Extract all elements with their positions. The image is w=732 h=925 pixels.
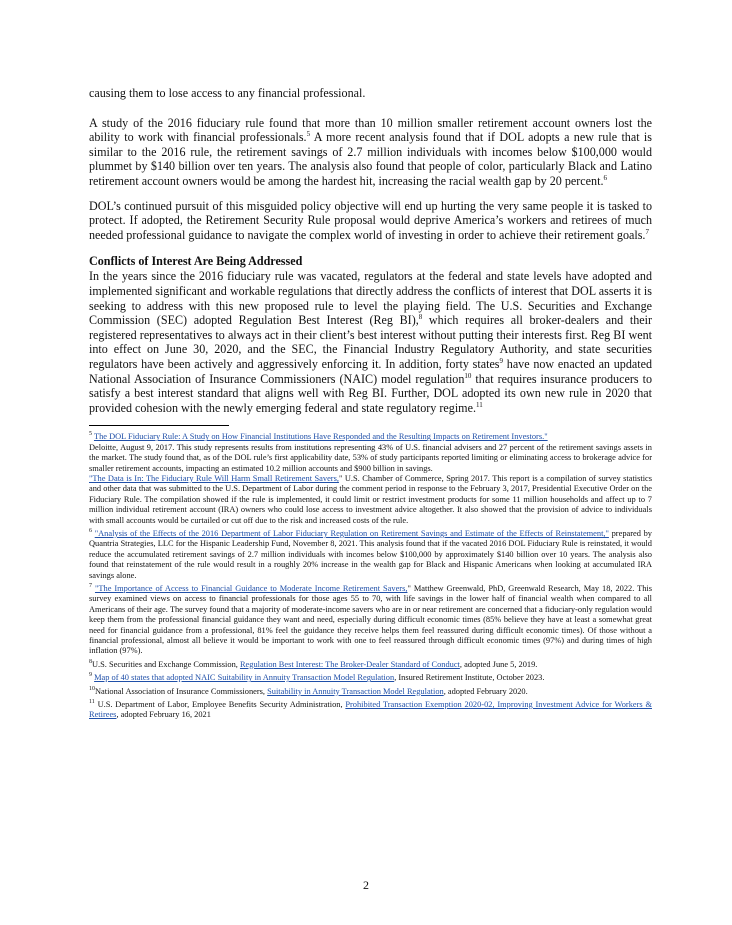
footnote-5-link-2[interactable]: "The Data is In: The Fiduciary Rule Will Harm Small Retirement Savers,: [89, 473, 339, 483]
footnote-8-link[interactable]: Regulation Best Interest: The Broker-Dealer Standard of Conduct: [239, 659, 460, 669]
footnote-ref-5[interactable]: 5: [306, 130, 311, 139]
paragraph-conflicts: In the years since the 2016 fiduciary rule was vacated, regulators at the federal and state levels have adopted and implemented significant and workable regulations that directly address the conflicts of interest that DOL asserts it is seeking to address with this new proposed rule to level the playing field. The U.S. Securities and Exchange Commission (SEC) adopted Regulation Best Interest (Reg BI),$^8$ which requires all broker-dealers and their registered representatives to always act in their client’s best interest without putting their interests first. Reg BI went into effect on June 30, 2020, and the SEC, the Financial Industry Regulatory Authority, and state securities regulators have been actively and aggressively enforcing it. In addition, forty states$^9$ have now enacted an updated National Association of Insurance Commissioners (NAIC) model regulation$^{10}$ that requires insurance producers to satisfy a best interest standard that aligns well with Reg BI. Further, DOL adopted its own new rule in 2020 that provided cohesion with the newly emerging federal and state regulatory regime.$^{11}$: [89, 269, 653, 415]
footnote-ref-9[interactable]: 9: [499, 356, 504, 365]
paragraph-continuation: causing them to lose access to any financial professional.: [89, 86, 366, 100]
footnote-7: $^7$ "The Importance of Access to Financial Guidance to Moderate Income Retirement Savers," Matthew Greenwald, PhD, Greenwald Research, May 18, 2022. This survey examined views on access to financial professionals for those ages 55 to 70, with life savings in the lower half of financial wealth when compared to all Americans of their age. The survey found that a majority of moderate-income savers who are in or near retirement are concerned that a fiduciary-only regulation would keep them from the professional financial guidance they want and need, especially during difficult economic times (85% believe they have at least a somewhat great need for financial guidance from a professional, 81% feel the guidance they receive helps them feel reassured during difficult economic times). Of those without a financial professional, almost all believe it would be important to work with one to feel reassured through difficult economic times (97%) and during times of high inflation (97%).: [89, 583, 653, 656]
footnote-5-link[interactable]: The DOL Fiduciary Rule: A Study on How Financial Institutions Have Responded and the Resulting Impacts on Retirement Investors.": [93, 432, 548, 442]
section-heading: Conflicts of Interest Are Being Addressed: [89, 254, 303, 269]
footnote-separator: [89, 425, 229, 426]
footnote-ref-8[interactable]: 8: [418, 313, 423, 322]
footnote-10-link[interactable]: Suitability in Annuity Transaction Model Regulation: [267, 686, 444, 696]
footnote-6: $^6$ "Analysis of the Effects of the 2016 Department of Labor Fiduciary Regulation on Retirement Savings and Estimate of the Effects of Reinstatement," prepared by Quantria Strategies, LLC for the Hispanic Leadership Fund, November 8, 2021. This analysis found that if the vacated 2016 DOL Fiduciary Rule is reinstated, it would reduce the accumulated retirement savings of 2.7 million individuals with incomes below $100,000 by approximately $140 billion over 10 years. The analysis also found that reinstatement of the rule would result in a roughly 20% increase in the wealth gap for Black and Hispanic Americans when looking at accumulated IRA savings alone.: [89, 528, 652, 580]
footnotes: [89, 432, 652, 721]
page-number: 2: [363, 878, 369, 892]
paragraph-dol-pursuit: DOL’s continued pursuit of this misguided policy objective will end up hurting the very same people it is tasked to protect. If adopted, the Retirement Security Rule proposal would deprive America’s workers and retirees of much needed professional guidance to navigate the complex world of investing in order to achieve their retirement goals.$^7$: [89, 198, 652, 242]
footnote-ref-6[interactable]: 6: [603, 173, 607, 182]
footnote-5: $^5$ The DOL Fiduciary Rule: A Study on How Financial Institutions Have Responded and the Resulting Impacts on Retirement Investors." Deloitte, August 9, 2017. This study represents results from institutions representing 43% of U.S. financial advisers and 27 percent of the retirement savings assets in the market. The study found that, as of the DOL rule’s first applicability date, 53% of study participants reported limiting or eliminating access to brokerage advice for smaller retirement accounts, impacting an estimated 10.2 million accounts and $900 billion in savings. "The Data is In: The Fiduciary Rule Will Harm Small Retirement Savers," U.S. Chamber of Commerce, Spring 2017. This report is a compilation of survey statistics and other data that was submitted to the U.S. Department of Labor during the comment period in response to the February 3, 2017, Presidential Executive Order on the Fiduciary Rule. The compilation showed if the rule is implemented, it could limit or restrict investment products for some 11 million households and affect up to 7 million individual retirement account (IRA) owners who could lose access to investment advice altogether. It also showed that the provision of advice to individuals with small accounts would be curtailed or cut off due to the risk and increased costs of the rule.: [89, 431, 653, 525]
footnote-9: $^9$ Map of 40 states that adopted NAIC Suitability in Annuity Transaction Model Regulation, Insured Retirement Institute, October 2023.: [89, 672, 545, 683]
footnote-11: $^{11}$ U.S. Department of Labor, Employee Benefits Security Administration, Prohibited Transaction Exemption 2020-02, Improving Investment Advice for Workers & Retirees, adopted February 16, 2021: [89, 699, 652, 720]
footnote-ref-10[interactable]: 10: [464, 371, 472, 380]
page-content: [89, 86, 652, 724]
footnote-ref-11[interactable]: 11: [475, 400, 483, 409]
footnote-9-link[interactable]: Map of 40 states that adopted NAIC Suitability in Annuity Transaction Model Regulation: [94, 673, 395, 683]
footnote-ref-7[interactable]: 7: [645, 227, 649, 236]
footnote-11-link[interactable]: Prohibited Transaction Exemption 2020-02, Improving Investment Advice for Workers & Retirees: [89, 700, 652, 720]
footnote-10: $^{10}$National Association of Insurance Commissioners, Suitability in Annuity Transaction Model Regulation, adopted February 2020.: [89, 685, 528, 696]
footnote-7-link[interactable]: "The Importance of Access to Financial Guidance to Moderate Income Retirement Savers,: [94, 583, 408, 593]
footnote-6-link[interactable]: "Analysis of the Effects of the 2016 Department of Labor Fiduciary Regulation on Retirement Savings and Estimate of the Effects of Reinstatement,": [94, 528, 609, 538]
paragraph-study: A study of the 2016 fiduciary rule found that more than 10 million smaller retirement account owners lost the ability to work with financial professionals.$^5$ A more recent analysis found that if DOL adopts a new rule that is similar to the 2016 rule, the retirement savings of 2.7 million individuals with incomes below $100,000 would plummet by $140 billion over ten years. The analysis also found that people of color, particularly Black and Latino retirement account owners would be among the hardest hit, increasing the racial wealth gap by 20 percent.$^6$: [89, 115, 652, 188]
footnote-8: $^8$U.S. Securities and Exchange Commission, Regulation Best Interest: The Broker-Dealer Standard of Conduct, adopted June 5, 2019.: [89, 659, 538, 669]
